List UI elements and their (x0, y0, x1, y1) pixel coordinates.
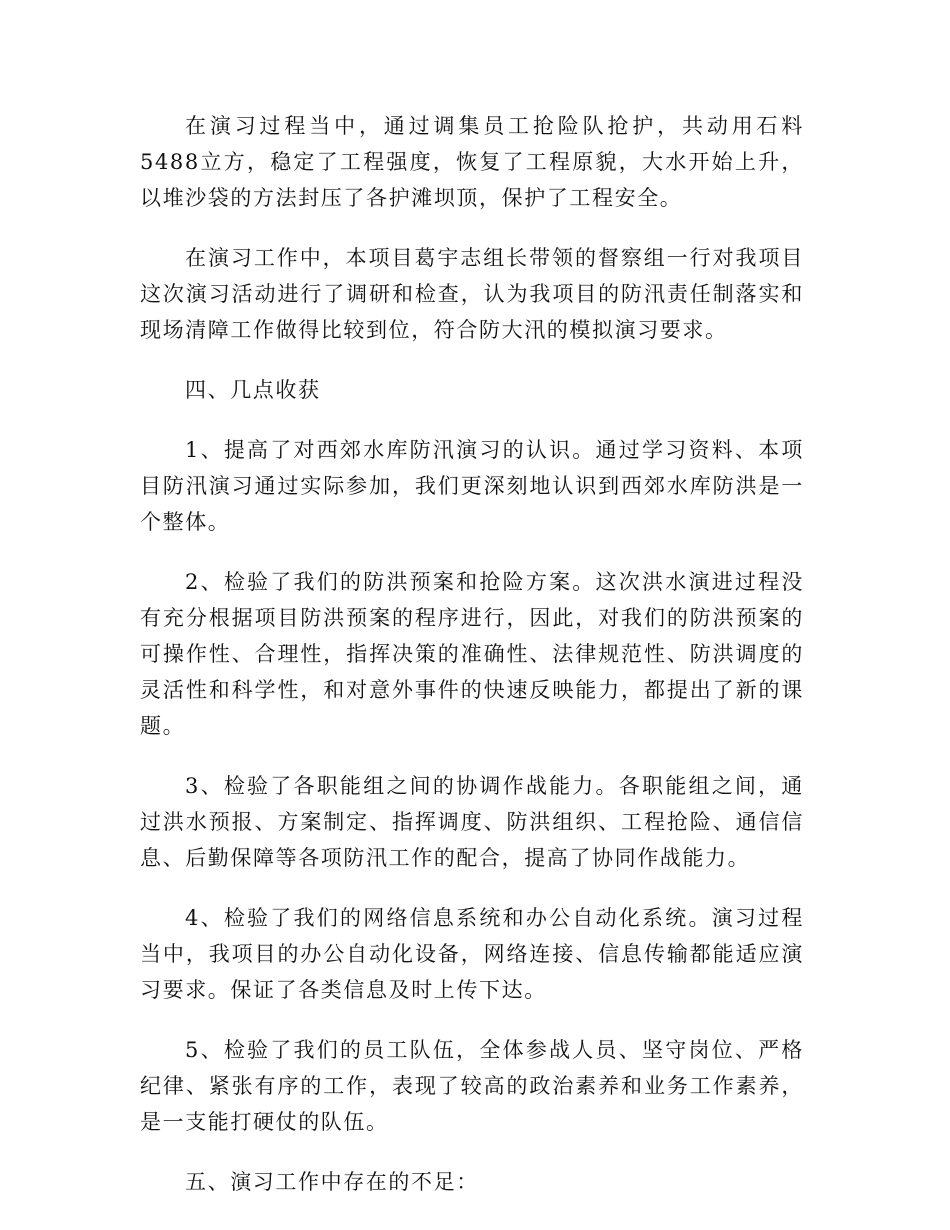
paragraph-gain-5: 5、检验了我们的员工队伍，全体参战人员、坚守岗位、严格纪律、紧张有序的工作，表现了较高的政治素养和业务工作素养，是一支能打硬仗的队伍。 (140, 1038, 804, 1134)
section-heading-gains: 四、几点收获 (185, 378, 321, 402)
paragraph-gain-3: 3、检验了各职能组之间的协调作战能力。各职能组之间，通过洪水预报、方案制定、指挥调度、防洪组织、工程抢险、通信信息、后勤保障等各项防汛工作的配合，提高了协同作战能力。 (140, 774, 804, 870)
paragraph-gain-4: 4、检验了我们的网络信息系统和办公自动化系统。演习过程当中，我项目的办公自动化设备，网络连接、信息传输都能适应演习要求。保证了各类信息及时上传下达。 (140, 906, 804, 1002)
section-heading-shortcomings: 五、演习工作中存在的不足： (185, 1170, 479, 1194)
paragraph-drill-process: 在演习过程当中，通过调集员工抢险队抢护，共动用石料5488立方，稳定了工程强度，恢复了工程原貌，大水开始上升，以堆沙袋的方法封压了各护滩坝顶，保护了工程安全。 (140, 114, 804, 210)
document-page (140, 108, 804, 1224)
paragraph-inspection: 在演习工作中，本项目葛宇志组长带领的督察组一行对我项目这次演习活动进行了调研和检查，认为我项目的防汛责任制落实和现场清障工作做得比较到位，符合防大汛的模拟演习要求。 (140, 246, 804, 342)
paragraph-gain-1: 1、提高了对西郊水库防汛演习的认识。通过学习资料、本项目防汛演习通过实际参加，我们更深刻地认识到西郊水库防洪是一个整体。 (140, 438, 804, 534)
paragraph-gain-2: 2、检验了我们的防洪预案和抢险方案。这次洪水演进过程没有充分根据项目防洪预案的程序进行，因此，对我们的防洪预案的可操作性、合理性，指挥决策的准确性、法律规范性、防洪调度的灵活性和科学性，和对意外事件的快速反映能力，都提出了新的课题。 (140, 570, 804, 738)
